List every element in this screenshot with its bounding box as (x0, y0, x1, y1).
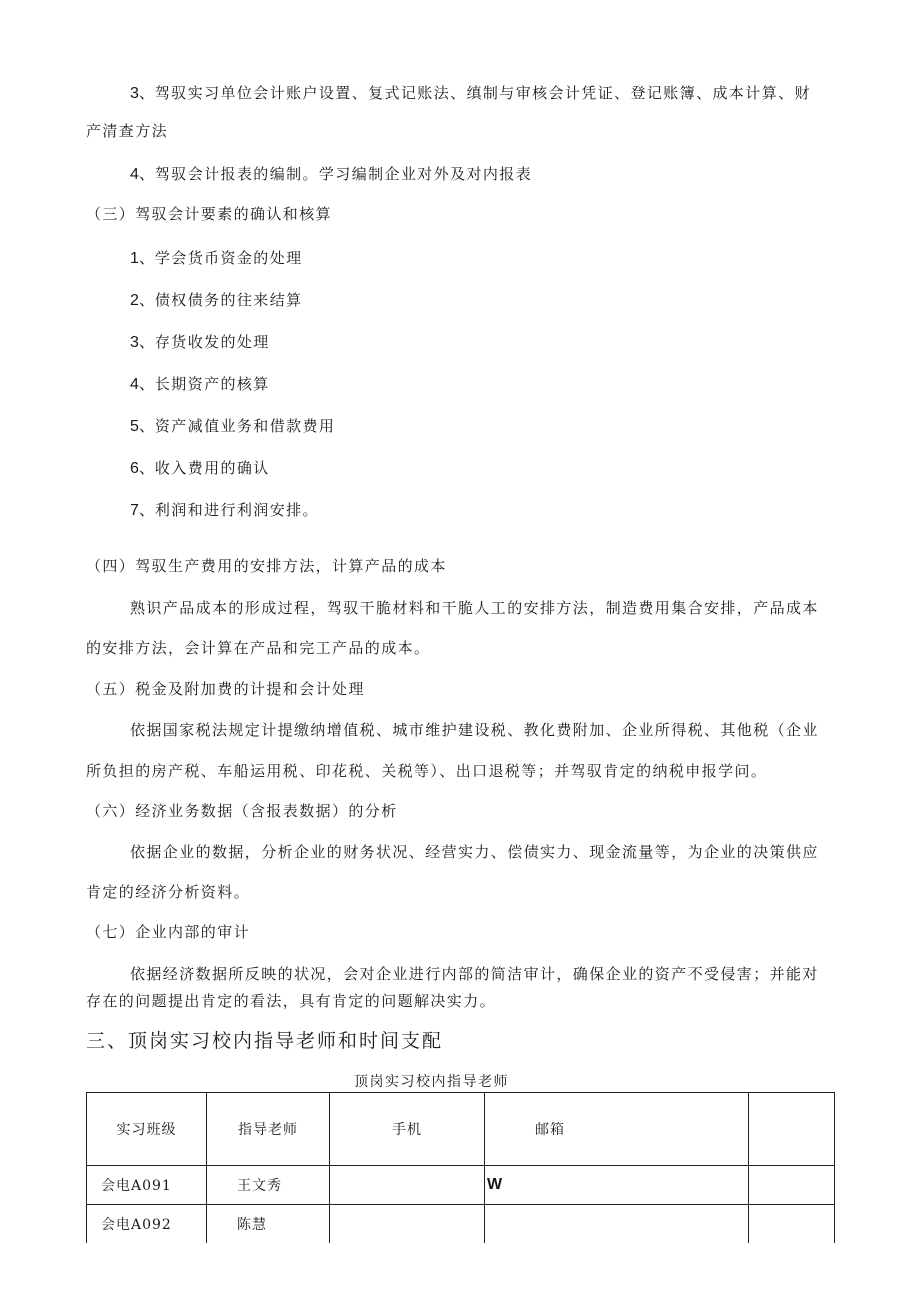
s3-item-6-text: 收入费用的确认 (154, 459, 270, 477)
s3-item-6-number: 6、 (130, 460, 155, 477)
cell-class-text: 会电A091 (101, 1178, 172, 1194)
s3-item-1 (130, 245, 303, 268)
cell-email (485, 1166, 749, 1205)
cell-teacher-text: 陈慧 (237, 1217, 267, 1233)
s3-item-3-number: 3、 (130, 334, 155, 351)
s3-item-6 (130, 455, 270, 478)
table-caption: 顶岗实习校内指导老师 (354, 1074, 509, 1090)
s3-item-5-number: 5、 (130, 418, 155, 435)
subsection-6-title: （六）经济业务数据（含报表数据）的分析 (86, 802, 398, 820)
s3-item-4 (130, 371, 270, 394)
s3-item-7-text: 利润和进行利润安排。 (154, 501, 319, 519)
table-header-row (87, 1093, 835, 1166)
s3-item-4-text: 长期资产的核算 (154, 375, 270, 393)
header-phone: 手机 (330, 1093, 485, 1166)
cell-email-text: W (487, 1176, 504, 1193)
subsection-3-title: （三）驾驭会计要素的确认和核算 (86, 205, 333, 223)
item-3-text: 驾驭实习单位会计账户设置、复式记账法、缜制与审核会计凭证、登记账簿、成本计算、财 (154, 84, 811, 102)
cell-email (485, 1205, 749, 1244)
s3-item-2-text: 债权债务的往来结算 (154, 291, 303, 309)
s3-item-1-number: 1、 (130, 250, 155, 267)
s3-item-5 (130, 413, 335, 436)
item-3-number: 3、 (130, 85, 155, 102)
s3-item-3-text: 存货收发的处理 (154, 333, 270, 351)
cell-class (87, 1205, 207, 1244)
s3-item-7-number: 7、 (130, 502, 155, 519)
subsection-5-body-line-1: 依据国家税法规定计提缴纳增值税、城市维护建设税、教化费附加、企业所得税、其他税（企业 (130, 721, 819, 739)
cell-teacher (207, 1205, 330, 1244)
item-4-number: 4、 (130, 166, 155, 183)
subsection-4-body-line-2: 的安排方法，会计算在产品和完工产品的成本。 (86, 639, 431, 657)
cell-teacher-text: 王文秀 (237, 1178, 282, 1194)
s3-item-2-number: 2、 (130, 292, 155, 309)
subsection-6-body-line-1: 依据企业的数据，分析企业的财务状况、经营实力、偿债实力、现金流量等，为企业的决策供应 (130, 843, 819, 861)
subsection-4-body-line-1: 熟识产品成本的形成过程，驾驭干脆材料和干脆人工的安排方法，制造费用集合安排，产品成本 (130, 599, 819, 617)
subsection-6-body-line-2: 肯定的经济分析资料。 (86, 883, 251, 901)
subsection-5-title: （五）税金及附加费的计提和会计处理 (86, 680, 365, 698)
subsection-5-body-line-2: 所负担的房产税、车船运用税、印花税、关税等）、出口退税等；并驾驭肯定的纳税申报学问。 (86, 762, 768, 780)
cell-phone (330, 1205, 485, 1244)
teacher-table (86, 1092, 835, 1243)
header-teacher: 指导老师 (207, 1093, 330, 1166)
s3-item-7 (130, 497, 319, 520)
cell-teacher (207, 1166, 330, 1205)
item-3-line-1 (130, 80, 811, 103)
s3-item-5-text: 资产减值业务和借款费用 (154, 417, 336, 435)
subsection-7-body-line-1: 依据经济数据所反映的状况，会对企业进行内部的简洁审计，确保企业的资产不受侵害；并能对 (130, 965, 819, 983)
table-row (87, 1205, 835, 1244)
cell-class (87, 1166, 207, 1205)
cell-extra (749, 1166, 835, 1205)
subsection-7-title: （七）企业内部的审计 (86, 923, 251, 941)
item-4-text: 驾驭会计报表的编制。学习编制企业对外及对内报表 (154, 165, 533, 183)
header-extra (749, 1093, 835, 1166)
subsection-4-title: （四）驾驭生产费用的安排方法，计算产品的成本 (86, 557, 447, 575)
s3-item-2 (130, 287, 303, 310)
table-row (87, 1166, 835, 1205)
item-4-line-1 (130, 161, 532, 184)
item-3-line-2: 产清查方法 (86, 122, 169, 140)
subsection-7-body-line-2: 存在的问题提出肯定的看法，具有肯定的问题解决实力。 (86, 992, 497, 1010)
cell-extra (749, 1205, 835, 1244)
s3-item-1-text: 学会货币资金的处理 (154, 249, 303, 267)
cell-phone (330, 1166, 485, 1205)
s3-item-3 (130, 329, 270, 352)
header-email: 邮箱 (485, 1093, 749, 1166)
cell-class-text: 会电A092 (101, 1217, 172, 1233)
header-class: 实习班级 (87, 1093, 207, 1166)
s3-item-4-number: 4、 (130, 376, 155, 393)
section-heading: 三、顶岗实习校内指导老师和时间支配 (86, 1030, 444, 1052)
